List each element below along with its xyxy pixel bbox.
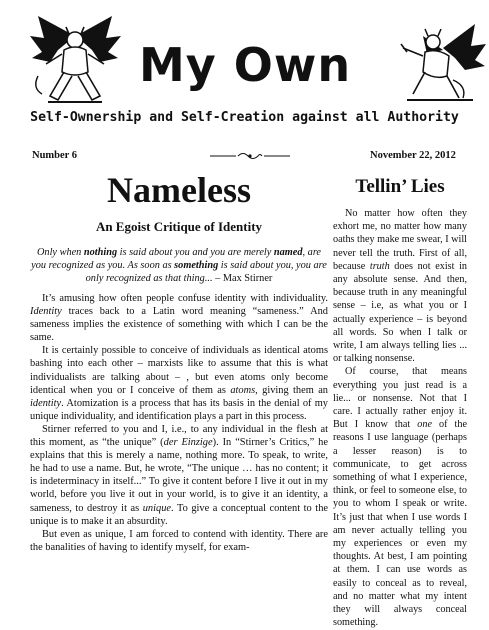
epigraph-quote: Only when nothing is said about you and you are merely named, are you recognized as you. As soon as something is said about you, you are only recognized as that thing... – Max Stirner [31,247,327,284]
ornament-divider [210,150,290,162]
article-body [30,292,328,554]
issue-number: Number 6 [32,150,78,161]
side-article-title: Tellin’ Lies [355,176,445,197]
article-title: Nameless [107,170,251,210]
article-subtitle: An Egoist Critique of Identity [95,219,263,234]
devil-illustration-right [393,14,488,106]
body-paragraph: It is certainly possible to conceive of individuals as identical atoms bashing into each other – marxists like to assume that this is what individualists are talking about – , but even atoms only become identical when you or I conceive of them as atoms, giving them an identity. Atomization is a process that has its basis in the denial of my unique individuality, and identification plays a part in this process. [30,345,329,422]
side-paragraph: No matter how often they exhort me, no matter how many oaths they make me swear, I will never tell the truth. First of all, because truth does not exist in any absolute sense. And then, because truth in any meaningful sense – i.e, as what you or I actually experience – is beyond all words. So when I talk or write, I am always telling lies ... or talking nonsense. [333,208,467,365]
side-paragraph: Of course, that means everything you just read is a lie... or nonsense. Not that I care. I actually rather enjoy it. But I know that one of the reasons I use language (perhaps a lesser reason) is to communicate, to get across something of what I experience, think, or feel to someone else, to you to whom I speak or write. It’s just that when I use words I am never actually telling you my experiences or even my thoughts. At best, I am pointing at them. I can use words as easily to conceal as to reveal, and no matter what my intent they will always conceal something. [333,366,468,629]
masthead-title: My Own [138,38,352,92]
masthead-subtitle: Self-Ownership and Self-Creation against all Authority [30,110,459,125]
epigraph-attribution: – Max Stirner [212,273,273,284]
issue-date: November 22, 2012 [370,150,456,161]
devil-illustration-left [28,14,123,106]
body-paragraph: Stirner referred to you and I, i.e., to any individual in the flesh at this moment, as “the unique” (der Einzige). In “Stirner’s Critics,” he explains that this is merely a name, nothing more. To speak, to write, he had to use a name. But, he wrote, “The unique … has no content; it is indeterminacy in itself...” To give it content before I live it out in my world, before you live it out in your world, is to give it an identity, a sameness, to destroy it as unique. To give a conceptual content to the unique is to make it an absurdity. [30,423,328,527]
body-paragraph: It’s amusing how often people confuse identity with individuality. Identity traces back to a Latin word meaning “sameness.” And sameness implies the existence of something with which I can be the same. [30,293,328,344]
side-article-body [333,207,467,630]
body-paragraph: But even as unique, I am forced to contend with identity. There are the banalities of having to identify myself, for exam- [30,528,328,553]
